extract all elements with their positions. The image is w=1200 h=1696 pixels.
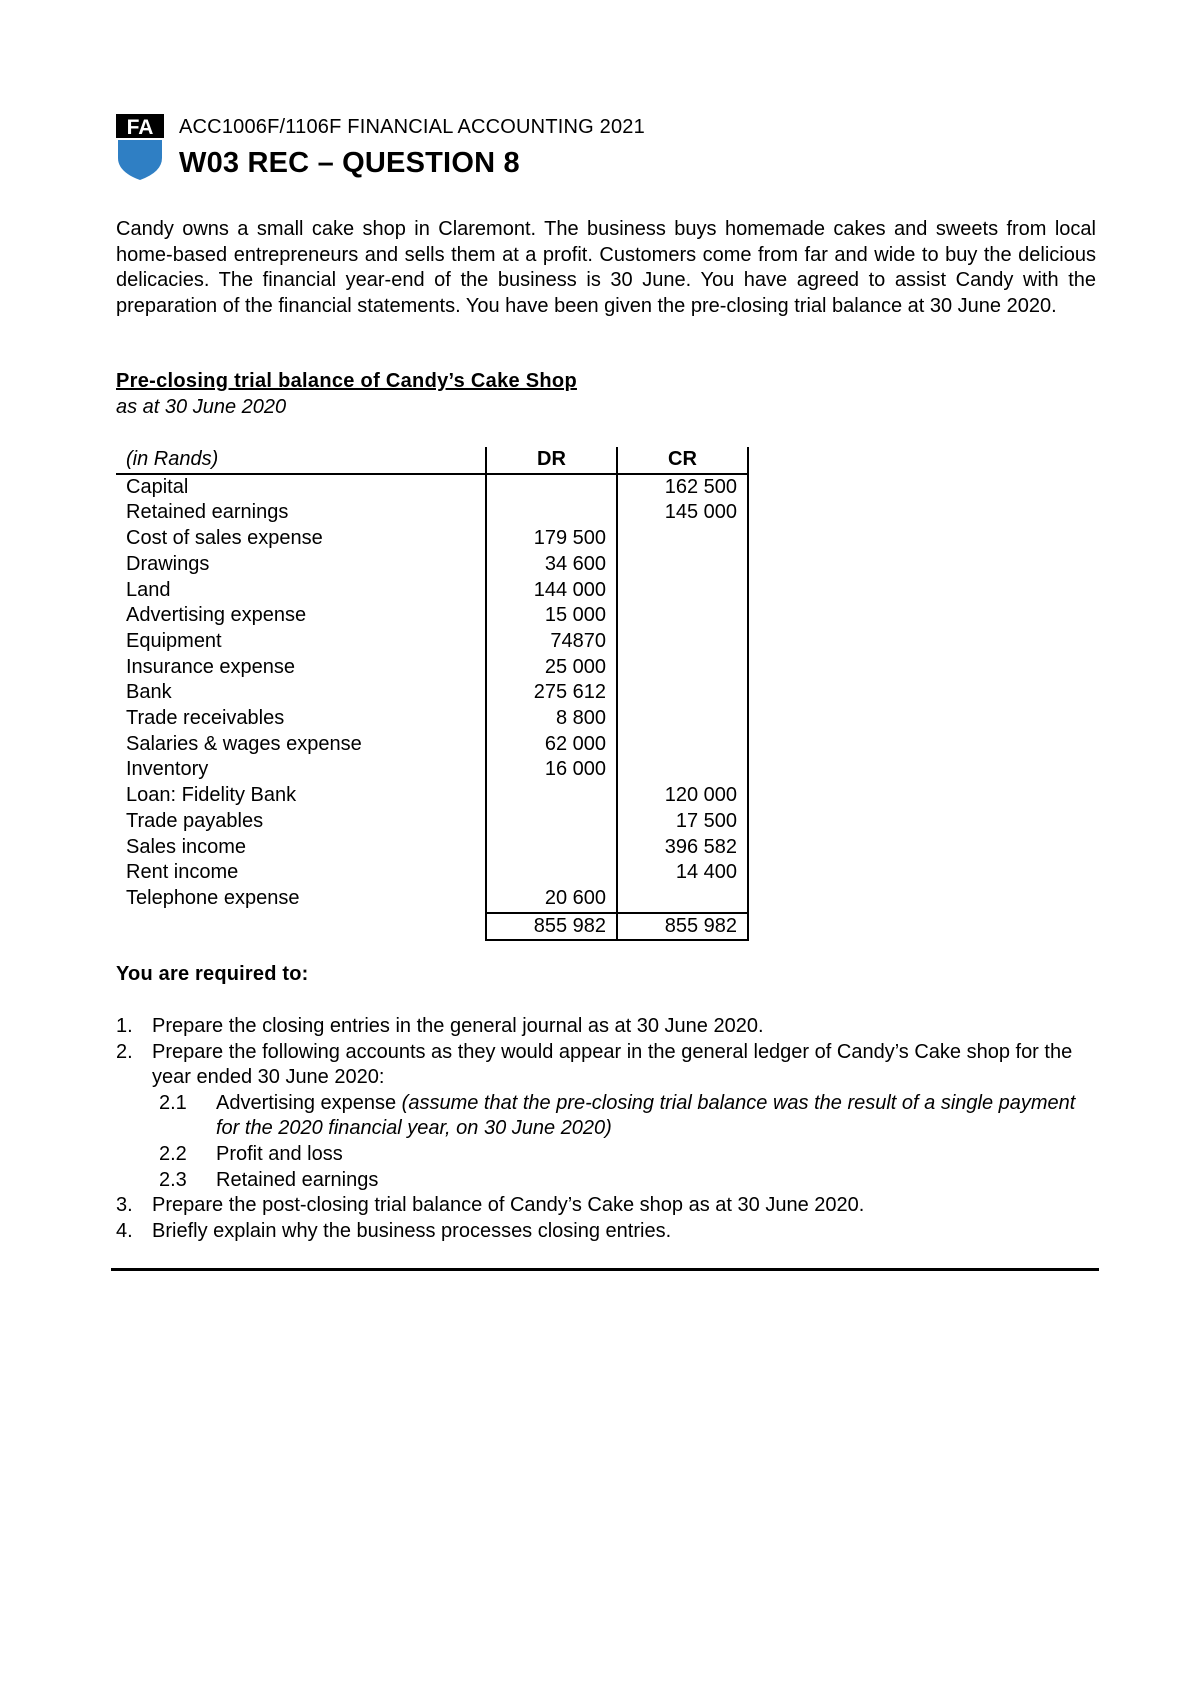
task-list (116, 1014, 1096, 1244)
total-cr: 855 982 (617, 913, 748, 941)
credit-amount (617, 706, 748, 732)
bottom-divider (111, 1268, 1099, 1271)
column-header-cr: CR (617, 447, 748, 474)
trial-balance-title: Pre-closing trial balance of Candy’s Cake Shop (116, 370, 577, 392)
account-name: Inventory (126, 758, 209, 781)
account-name: Loan: Fidelity Bank (126, 784, 297, 807)
debit-amount (486, 835, 617, 861)
debit-amount (486, 809, 617, 835)
subtask-number: 2.3 (159, 1168, 187, 1191)
document-header (116, 114, 1096, 184)
subtask-number: 2.2 (159, 1142, 187, 1165)
account-name: Drawings (126, 552, 210, 575)
table-row (116, 783, 748, 809)
account-name: Advertising expense (126, 604, 307, 627)
account-name: Trade payables (126, 809, 264, 832)
debit-amount: 275 612 (486, 680, 617, 706)
task-text: Prepare the following accounts as they would appear in the general ledger of Candy’s Cake shop for the year ended 30 June 2020: (152, 1040, 1073, 1089)
task-number: 1. (116, 1015, 133, 1037)
debit-amount: 20 600 (486, 886, 617, 913)
account-name: Insurance expense (126, 655, 296, 678)
task-text: Briefly explain why the business processes closing entries. (152, 1219, 672, 1242)
debit-amount: 8 800 (486, 706, 617, 732)
table-row (116, 500, 748, 526)
debit-amount (486, 500, 617, 526)
debit-amount: 25 000 (486, 655, 617, 681)
debit-amount (486, 783, 617, 809)
table-row (116, 732, 748, 758)
account-name: Retained earnings (126, 501, 289, 524)
column-header-account: (in Rands) (116, 447, 486, 474)
account-name: Land (126, 578, 171, 601)
required-heading: You are required to: (116, 963, 309, 985)
task-item (116, 1193, 1096, 1219)
subtask-text: Advertising expense (216, 1091, 402, 1114)
table-row (116, 629, 748, 655)
table-row (116, 474, 748, 501)
credit-amount: 120 000 (617, 783, 748, 809)
credit-amount: 162 500 (617, 474, 748, 501)
table-row (116, 680, 748, 706)
credit-amount (617, 629, 748, 655)
subtask-item (116, 1091, 1096, 1142)
column-header-dr: DR (486, 447, 617, 474)
account-name: Trade receivables (126, 707, 285, 730)
credit-amount (617, 732, 748, 758)
debit-amount: 15 000 (486, 603, 617, 629)
debit-amount (486, 474, 617, 501)
subtask-item (116, 1168, 1096, 1194)
fa-shield-logo-icon (116, 114, 164, 180)
account-name: Salaries & wages expense (126, 732, 362, 755)
table-row (116, 655, 748, 681)
totals-row (116, 913, 748, 941)
credit-amount: 17 500 (617, 809, 748, 835)
credit-amount: 14 400 (617, 860, 748, 886)
account-name: Equipment (126, 629, 222, 652)
debit-amount: 34 600 (486, 552, 617, 578)
task-item (116, 1014, 1096, 1040)
credit-amount: 396 582 (617, 835, 748, 861)
task-item (116, 1219, 1096, 1245)
credit-amount (617, 552, 748, 578)
task-text: Prepare the post-closing trial balance of Candy’s Cake shop as at 30 June 2020. (152, 1194, 865, 1217)
table-row (116, 860, 748, 886)
account-name: Telephone expense (126, 887, 300, 910)
credit-amount (617, 757, 748, 783)
credit-amount (617, 680, 748, 706)
debit-amount: 179 500 (486, 526, 617, 552)
table-row (116, 603, 748, 629)
trial-balance-table (116, 447, 749, 941)
table-row (116, 809, 748, 835)
credit-amount (617, 886, 748, 913)
account-name: Bank (126, 681, 172, 704)
table-row (116, 578, 748, 604)
debit-amount: 62 000 (486, 732, 617, 758)
table-row (116, 706, 748, 732)
question-title: W03 REC – QUESTION 8 (179, 147, 520, 179)
debit-amount: 74870 (486, 629, 617, 655)
debit-amount: 16 000 (486, 757, 617, 783)
task-number: 3. (116, 1194, 133, 1217)
subtask-number: 2.1 (159, 1091, 187, 1114)
credit-amount (617, 526, 748, 552)
table-row (116, 757, 748, 783)
table-header-row (116, 447, 748, 474)
debit-amount: 144 000 (486, 578, 617, 604)
task-number: 2. (116, 1040, 133, 1063)
task-text: Prepare the closing entries in the general journal as at 30 June 2020. (152, 1015, 764, 1037)
task-item (116, 1040, 1096, 1194)
account-name: Cost of sales expense (126, 527, 323, 550)
account-name: Sales income (126, 835, 247, 858)
account-name: Rent income (126, 861, 239, 884)
subtask-text: Profit and loss (216, 1142, 343, 1165)
task-number: 4. (116, 1219, 133, 1242)
table-row (116, 835, 748, 861)
account-name: Capital (126, 475, 189, 498)
table-row (116, 526, 748, 552)
subtask-note: (assume that the pre-closing trial balance was the result of a single payment for the 2020 financial year, on 30 June 2020) (216, 1091, 1076, 1140)
credit-amount (617, 578, 748, 604)
table-row (116, 552, 748, 578)
subtask-text: Retained earnings (216, 1168, 379, 1191)
intro-paragraph: Candy owns a small cake shop in Claremont. The business buys homemade cakes and sweets from local home-based entrepreneurs and sells them at a profit. Customers come from far and wide to buy the delicious delicacies. The financial year-end of the business is 30 June. You have agreed to assist Candy with the preparation of the financial statements. You have been given the pre-closing trial balance at 30 June 2020. (116, 218, 1096, 317)
table-row (116, 886, 748, 913)
total-dr: 855 982 (486, 913, 617, 941)
credit-amount: 145 000 (617, 500, 748, 526)
logo-text: FA (126, 116, 154, 139)
credit-amount (617, 603, 748, 629)
credit-amount (617, 655, 748, 681)
subtask-item (116, 1142, 1096, 1168)
trial-balance-subtitle: as at 30 June 2020 (116, 396, 287, 418)
course-title: ACC1006F/1106F FINANCIAL ACCOUNTING 2021 (179, 116, 645, 138)
debit-amount (486, 860, 617, 886)
